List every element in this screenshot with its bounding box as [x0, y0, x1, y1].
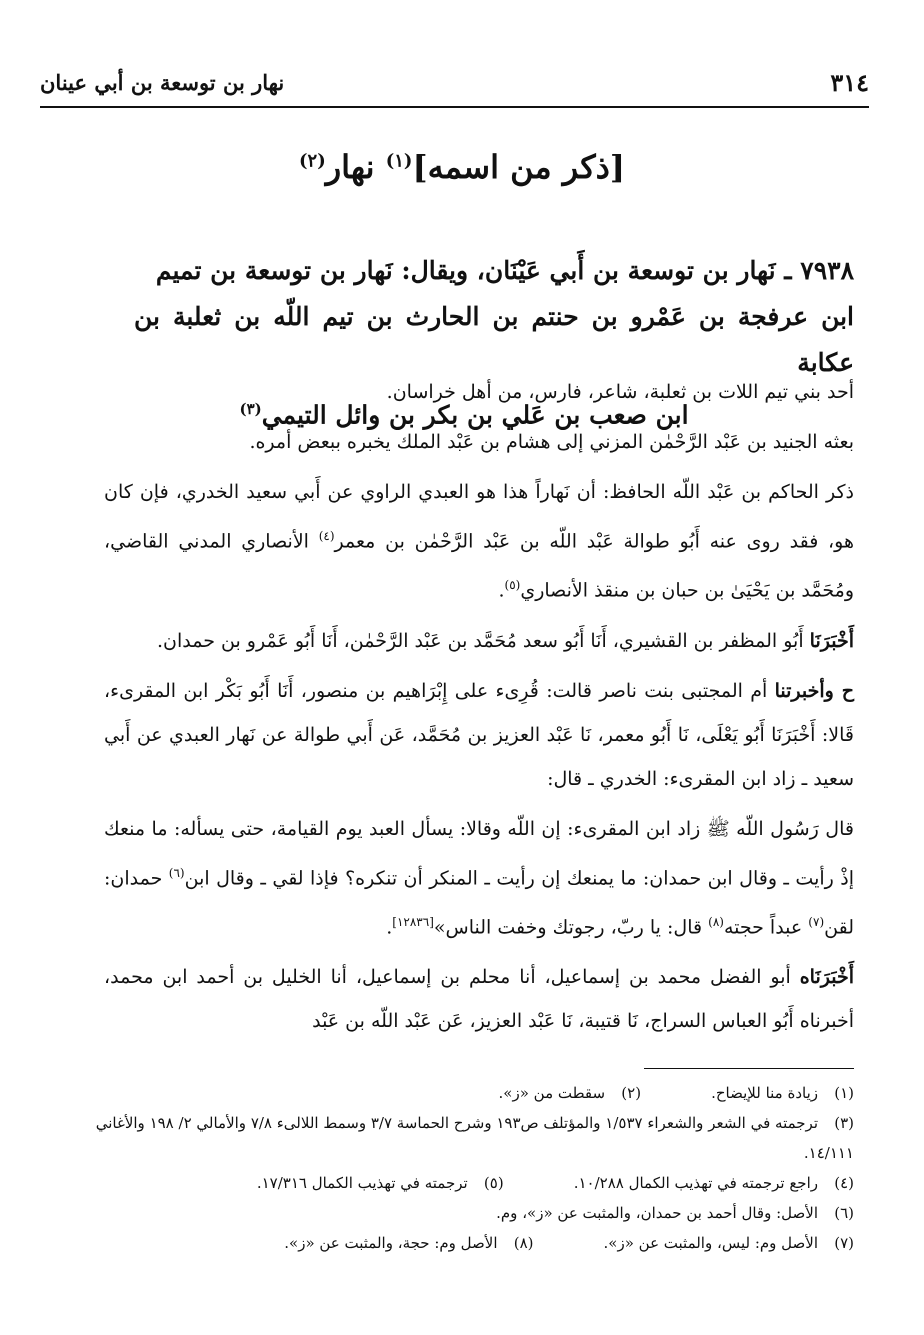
section-title	[0, 148, 924, 186]
footnote	[574, 1168, 854, 1198]
page-header	[40, 62, 869, 108]
footnote	[257, 1168, 504, 1198]
footnote-text: الأصل وم: حجة، والمثبت عن «ز».	[284, 1234, 498, 1252]
footnotes	[94, 1078, 854, 1258]
footnote-number: (٤)	[834, 1174, 854, 1192]
paragraph-text: قال: يا ربّ، رجوتك وخفت الناس»	[433, 916, 709, 939]
hadith-number: [١٢٨٣٦]	[392, 914, 434, 929]
footnote	[94, 1108, 854, 1168]
footnote-divider	[644, 1068, 854, 1069]
paragraph-text: .	[498, 579, 505, 602]
paragraph	[104, 955, 854, 1043]
footnote-number: (٨)	[513, 1234, 534, 1252]
footnote	[94, 1198, 854, 1228]
footnote-number: (٦)	[834, 1204, 854, 1222]
paragraph-text: الأنصاري المدني القاضي، ومُحَمَّد بن يَحْيَىٰ بن حبان بن منقذ الأنصاري	[104, 530, 854, 602]
paragraph	[104, 807, 854, 950]
paragraph: أحد بني تيم اللات بن ثعلبة، شاعر، فارس، من أهل خراسان.	[386, 381, 854, 403]
footnote-text: الأصل وم: ليس، والمثبت عن «ز».	[603, 1234, 818, 1252]
body-text	[104, 370, 854, 1043]
paragraph-text: أبو الفضل محمد بن إسماعيل، أنا محلم بن إسماعيل، أنا الخليل بن أحمد ابن محمد، أخبرناه أَبُو العباس السراج، نَا قتيبة، نَا عَبْد العزيز، عَن عَبْد اللّه بن عَبْد	[104, 966, 854, 1033]
footnote-ref[interactable]: (٤)	[318, 529, 335, 543]
footnote-row	[94, 1228, 854, 1258]
page-number: ٣١٤	[830, 68, 869, 97]
footnote-text: زيادة منا للإيضاح.	[711, 1084, 818, 1102]
paragraph	[104, 669, 854, 801]
section-title-name: نهار	[325, 148, 375, 186]
footnote-ref[interactable]: (٢)	[298, 150, 326, 172]
paragraph	[104, 470, 854, 613]
paragraph-text: عبداً حجته	[723, 916, 809, 939]
section-title-text: [ذكر من اسمه]	[412, 148, 626, 186]
paragraph-text: ذكر الحاكم بن عَبْد اللّه الحافظ: أن نَهاراً هذا هو العبدي الراوي عن أَبي سعيد الخدري، فإن كان هو، فقد روى عنه أَبُو طوالة عَبْد اللّه بن عَبْد الرَّحْمٰن بن معمر	[104, 481, 854, 553]
footnote	[499, 1078, 642, 1108]
footnote-number: (١)	[834, 1084, 854, 1102]
footnote-ref[interactable]: (٧)	[808, 914, 825, 929]
footnote-number: (٥)	[483, 1174, 504, 1192]
footnote-text: ترجمته في الشعر والشعراء ١/٥٣٧ والمؤتلف ص١٩٣ وشرح الحماسة ٣/٧ وسمط اللالىء ٧/٨ والأمالي ٢/ ١٩٨ والأغاني ١٤/١١١.	[95, 1114, 854, 1162]
footnote-number: (٢)	[621, 1084, 642, 1102]
paragraph: بعثه الجنيد بن عَبْد الرَّحْمٰن المزني إلى هشام بن عَبْد الملك يخبره ببعض أمره.	[249, 431, 854, 453]
paragraph-text: أم المجتبى بنت ناصر قالت: قُرِىء على إِبْرَاهيم بن منصور، أَنَا أَبُو بَكْر ابن المقرىء، قَالا: أَخْبَرَنَا أَبُو يَعْلَى، نَا أَبُو معمر، نَا عَبْد العزيز بن مُحَمَّد، عَن أَبي طوالة عن نَهار العبدي عن أَبي سعيد ـ زاد ابن المقرىء: الخدري ـ قال:	[104, 679, 854, 790]
entry-heading-line: ابن عرفجة بن عَمْرو بن حنتم بن الحارث بن تيم اللّه بن ثعلبة بن عكابة	[134, 302, 854, 377]
footnote-row	[94, 1168, 854, 1198]
isnad-lead: ح وأخبرتنا	[774, 679, 855, 702]
footnote-text: الأصل: وقال أحمد بن حمدان، والمثبت عن «ز»، وم.	[496, 1204, 818, 1222]
footnote	[604, 1228, 854, 1258]
footnote-ref[interactable]: (٨)	[708, 914, 724, 929]
running-title: نهار بن توسعة بن أبي عينان	[40, 70, 285, 95]
isnad-lead: أَخْبَرَنَا	[809, 629, 854, 652]
paragraph	[104, 619, 854, 663]
footnote-text: سقطت من «ز».	[498, 1084, 606, 1102]
isnad-lead: أَخْبَرَنَاه	[799, 966, 854, 989]
paragraph-text: حمدان: لقن	[104, 866, 854, 939]
footnote-text: ترجمته في تهذيب الكمال ١٧/٣١٦.	[256, 1174, 468, 1192]
paragraph-text: .	[386, 916, 393, 939]
footnote-ref[interactable]: (٦)	[168, 865, 185, 880]
footnote	[284, 1228, 533, 1258]
entry-heading-line: ٧٩٣٨ ـ نَهار بن توسعة بن أَبي عَيْنَان، ويقال: نَهار بن توسعة بن تميم	[155, 256, 854, 285]
paragraph-text: أَبُو المظفر بن القشيري، أَنَا أَبُو سعد مُحَمَّد بن عَبْد الرَّحْمٰن، أَنَا أَبُو عَمْرو بن حمدان.	[157, 629, 810, 652]
footnote-ref[interactable]: (٥)	[504, 578, 521, 593]
footnote-number: (٣)	[834, 1114, 854, 1132]
footnote	[711, 1078, 854, 1108]
footnote-number: (٧)	[834, 1234, 854, 1252]
footnote-ref[interactable]: (١)	[385, 150, 413, 172]
footnote-text: راجع ترجمته في تهذيب الكمال ١٠/٢٨٨.	[573, 1174, 818, 1192]
footnote-ref[interactable]: (٣)	[239, 400, 262, 418]
paragraph-text: قال رَسُول اللّه ﷺ زاد ابن المقرىء: إن اللّه وقالا: يسأل العبد يوم القيامة، حتى يسأله: ما منعك إذْ رأيت ـ وقال ابن حمدان: ما يمنعك إن رأيت ـ المنكر أن تنكره؟ فإذا لقي ـ وقال ابن	[104, 817, 854, 889]
footnote-row	[94, 1078, 854, 1108]
entry-heading-text: ابن صعب بن عَلي بن بكر بن وائل التيمي	[261, 400, 689, 430]
